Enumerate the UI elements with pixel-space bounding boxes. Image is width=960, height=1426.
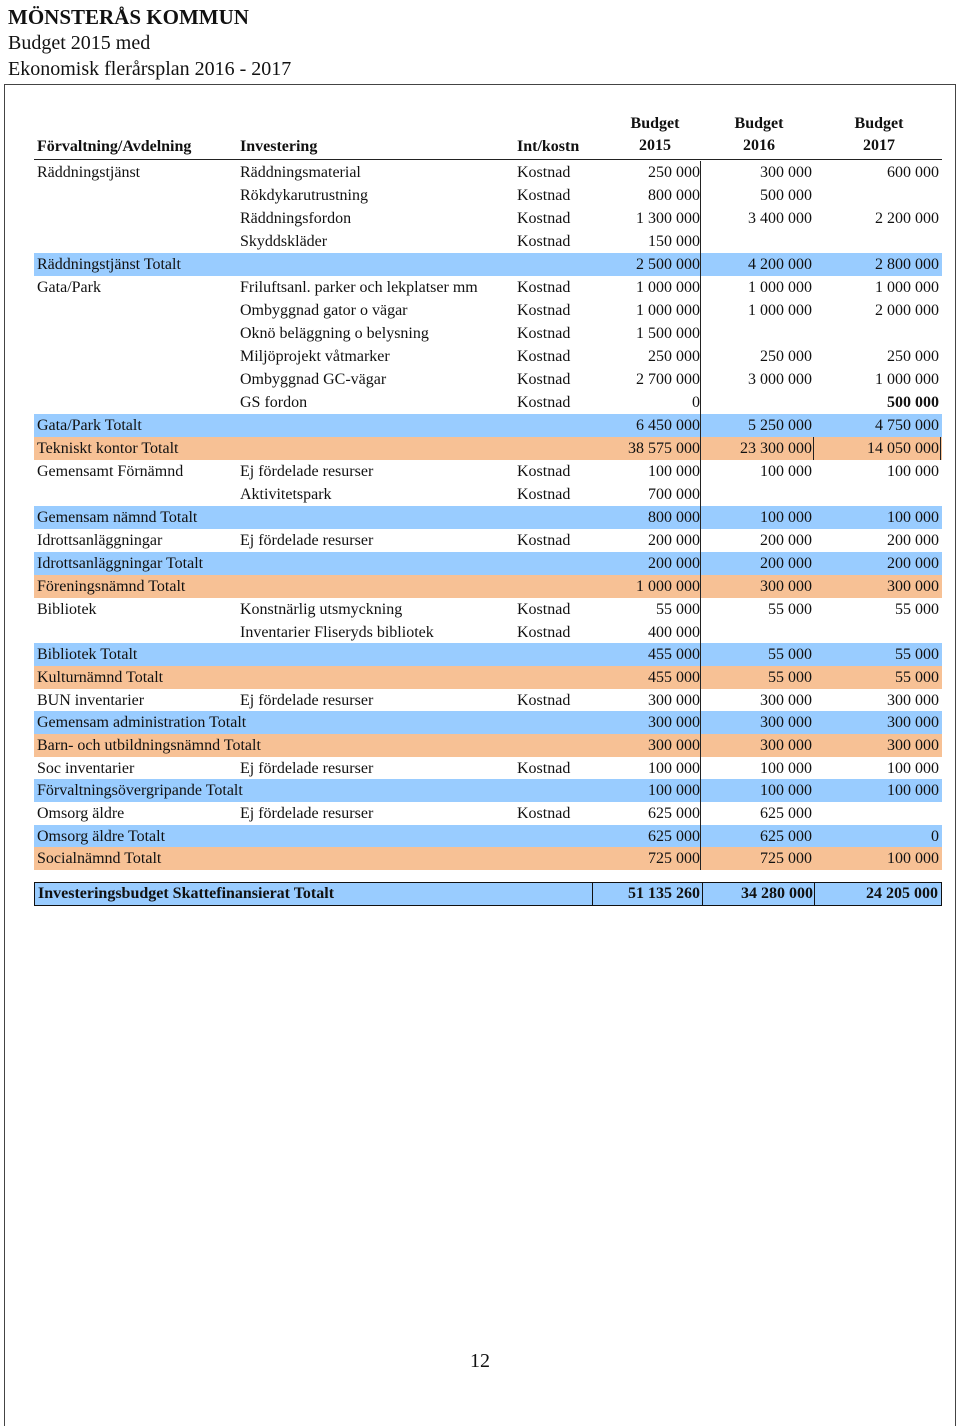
cell-intkostn: Kostnad bbox=[517, 325, 571, 342]
cell-budget-2015: 300 000 bbox=[648, 737, 700, 754]
cell-forvaltning: Gemensam administration Totalt bbox=[37, 714, 247, 731]
cell-forvaltning: Idrottsanläggningar bbox=[37, 532, 163, 549]
header-underline bbox=[34, 159, 942, 160]
cell-investering: Ej fördelade resurser bbox=[240, 532, 374, 549]
cell-budget-2016: 1 000 000 bbox=[748, 302, 812, 319]
cell-budget-2017: 100 000 bbox=[887, 782, 939, 799]
cell-budget-2015: 200 000 bbox=[648, 555, 700, 572]
cell-budget-2016: 300 000 bbox=[760, 164, 812, 181]
cell-budget-2017: 300 000 bbox=[887, 692, 939, 709]
cell-budget-2016: 200 000 bbox=[760, 532, 812, 549]
cell-budget-2015: 700 000 bbox=[648, 486, 700, 503]
col-header-forvaltning: Förvaltning/Avdelning bbox=[37, 138, 192, 155]
col-header-budget-2017-year: 2017 bbox=[863, 137, 895, 154]
cell-budget-2017: 200 000 bbox=[887, 532, 939, 549]
col-header-budget-2016 bbox=[712, 113, 806, 157]
table-row bbox=[34, 689, 942, 712]
cell-budget-2015: 300 000 bbox=[648, 692, 700, 709]
cell-budget-2015: 38 575 000 bbox=[628, 440, 700, 457]
cell-budget-2016: 625 000 bbox=[760, 805, 812, 822]
cell-forvaltning: Förvaltningsövergripande Totalt bbox=[37, 782, 243, 799]
grand-total-label: Investeringsbudget Skattefinansierat Totalt bbox=[38, 885, 335, 902]
table-row bbox=[34, 802, 942, 825]
cell-investering: Friluftsanl. parker och lekplatser mm bbox=[240, 279, 478, 296]
frame-top-border bbox=[4, 84, 956, 85]
col-header-budget-2016-label: Budget bbox=[734, 115, 784, 132]
cell-intkostn: Kostnad bbox=[517, 624, 571, 641]
column-divider bbox=[700, 161, 701, 870]
frame-left-border bbox=[4, 84, 5, 1426]
cell-budget-2017: 100 000 bbox=[887, 509, 939, 526]
cell-investering: Konstnärlig utsmyckning bbox=[240, 601, 403, 618]
col-header-budget-2016-year: 2016 bbox=[743, 137, 775, 154]
table-row bbox=[34, 230, 942, 253]
cell-budget-2017: 300 000 bbox=[887, 714, 939, 731]
col-header-intkostn: Int/kostn bbox=[517, 138, 580, 155]
col-header-budget-2017 bbox=[834, 113, 924, 157]
plan-title: Ekonomisk flerårsplan 2016 - 2017 bbox=[8, 58, 292, 80]
table-row bbox=[34, 598, 942, 621]
cell-budget-2015: 1 000 000 bbox=[636, 578, 700, 595]
cell-investering: Inventarier Fliseryds bibliotek bbox=[240, 624, 434, 641]
cell-budget-2017: 500 000 bbox=[887, 394, 939, 411]
table-row bbox=[34, 757, 942, 780]
cell-intkostn: Kostnad bbox=[517, 394, 571, 411]
cell-intkostn: Kostnad bbox=[517, 233, 571, 250]
cell-budget-2016: 300 000 bbox=[760, 737, 812, 754]
cell-budget-2015: 625 000 bbox=[648, 805, 700, 822]
cell-budget-2016: 1 000 000 bbox=[748, 279, 812, 296]
cell-investering: Ej fördelade resurser bbox=[240, 692, 374, 709]
subtotal-row bbox=[34, 643, 942, 666]
cell-budget-2015: 200 000 bbox=[648, 532, 700, 549]
cell-budget-2016: 55 000 bbox=[768, 646, 812, 663]
cell-forvaltning: Räddningstjänst bbox=[37, 164, 141, 181]
cell-budget-2015: 1 000 000 bbox=[636, 279, 700, 296]
column-divider bbox=[940, 437, 941, 460]
cell-budget-2016: 55 000 bbox=[768, 669, 812, 686]
col-header-budget-2017-label: Budget bbox=[854, 115, 904, 132]
cell-budget-2017: 100 000 bbox=[887, 463, 939, 480]
cell-budget-2016: 200 000 bbox=[760, 555, 812, 572]
cell-budget-2015: 250 000 bbox=[648, 348, 700, 365]
cell-budget-2017: 2 000 000 bbox=[875, 302, 939, 319]
cell-budget-2016: 300 000 bbox=[760, 578, 812, 595]
table-row bbox=[34, 529, 942, 552]
cell-investering: Aktivitetspark bbox=[240, 486, 332, 503]
cell-budget-2016: 100 000 bbox=[760, 782, 812, 799]
cell-budget-2015: 725 000 bbox=[648, 850, 700, 867]
cell-budget-2016: 100 000 bbox=[760, 760, 812, 777]
cell-forvaltning: Gata/Park bbox=[37, 279, 101, 296]
cell-intkostn: Kostnad bbox=[517, 760, 571, 777]
cell-budget-2016: 625 000 bbox=[760, 828, 812, 845]
table-row bbox=[34, 483, 942, 506]
cell-budget-2016: 3 400 000 bbox=[748, 210, 812, 227]
grand-total-2015: 51 135 260 bbox=[628, 885, 700, 902]
cell-budget-2016: 4 200 000 bbox=[748, 256, 812, 273]
cell-forvaltning: Soc inventarier bbox=[37, 760, 135, 777]
column-divider bbox=[813, 437, 814, 460]
table-row bbox=[34, 391, 942, 414]
cell-forvaltning: Tekniskt kontor Totalt bbox=[37, 440, 179, 457]
subtotal-row bbox=[34, 414, 942, 437]
cell-investering: Ej fördelade resurser bbox=[240, 805, 374, 822]
cell-investering: Ombyggnad GC-vägar bbox=[240, 371, 387, 388]
cell-forvaltning: Omsorg äldre Totalt bbox=[37, 828, 166, 845]
grand-total-2017: 24 205 000 bbox=[866, 885, 938, 902]
cell-budget-2015: 800 000 bbox=[648, 187, 700, 204]
cell-intkostn: Kostnad bbox=[517, 371, 571, 388]
cell-budget-2015: 100 000 bbox=[648, 463, 700, 480]
cell-budget-2017: 14 050 000 bbox=[867, 440, 939, 457]
cell-budget-2017: 300 000 bbox=[887, 737, 939, 754]
cell-budget-2016: 725 000 bbox=[760, 850, 812, 867]
cell-budget-2016: 23 300 000 bbox=[740, 440, 812, 457]
cell-budget-2015: 0 bbox=[692, 394, 700, 411]
cell-budget-2017: 55 000 bbox=[895, 601, 939, 618]
column-divider bbox=[592, 883, 593, 905]
cell-forvaltning: Räddningstjänst Totalt bbox=[37, 256, 181, 273]
cell-budget-2015: 1 300 000 bbox=[636, 210, 700, 227]
col-header-investering: Investering bbox=[240, 138, 318, 155]
cell-budget-2015: 1 000 000 bbox=[636, 302, 700, 319]
cell-budget-2015: 300 000 bbox=[648, 714, 700, 731]
grand-total-row bbox=[34, 882, 942, 906]
cell-forvaltning: Föreningsnämnd Totalt bbox=[37, 578, 186, 595]
cell-forvaltning: Bibliotek bbox=[37, 601, 97, 618]
cell-budget-2017: 100 000 bbox=[887, 850, 939, 867]
cell-budget-2017: 4 750 000 bbox=[875, 417, 939, 434]
table-row bbox=[34, 207, 942, 230]
grand-total-2016: 34 280 000 bbox=[741, 885, 813, 902]
cell-forvaltning: Gata/Park Totalt bbox=[37, 417, 142, 434]
frame-right-border bbox=[955, 84, 956, 1426]
cell-budget-2016: 55 000 bbox=[768, 601, 812, 618]
cell-budget-2017: 600 000 bbox=[887, 164, 939, 181]
cell-budget-2015: 400 000 bbox=[648, 624, 700, 641]
subtotal-row bbox=[34, 825, 942, 848]
cell-forvaltning: Kulturnämnd Totalt bbox=[37, 669, 164, 686]
cell-intkostn: Kostnad bbox=[517, 486, 571, 503]
table-row bbox=[34, 621, 942, 644]
cell-budget-2016: 3 000 000 bbox=[748, 371, 812, 388]
cell-budget-2017: 55 000 bbox=[895, 646, 939, 663]
cell-investering: Ombyggnad gator o vägar bbox=[240, 302, 408, 319]
cell-forvaltning: Omsorg äldre bbox=[37, 805, 125, 822]
subtotal-row bbox=[34, 711, 942, 734]
municipality-name: MÖNSTERÅS KOMMUN bbox=[8, 5, 249, 29]
cell-budget-2016: 5 250 000 bbox=[748, 417, 812, 434]
cell-budget-2015: 455 000 bbox=[648, 669, 700, 686]
cell-budget-2015: 625 000 bbox=[648, 828, 700, 845]
cell-investering: Ej fördelade resurser bbox=[240, 760, 374, 777]
total-row bbox=[34, 437, 942, 460]
cell-investering: GS fordon bbox=[240, 394, 308, 411]
table-row bbox=[34, 276, 942, 299]
cell-investering: Oknö beläggning o belysning bbox=[240, 325, 429, 342]
cell-budget-2016: 500 000 bbox=[760, 187, 812, 204]
col-header-budget-2015-year: 2015 bbox=[639, 137, 671, 154]
cell-intkostn: Kostnad bbox=[517, 348, 571, 365]
cell-intkostn: Kostnad bbox=[517, 805, 571, 822]
cell-budget-2015: 100 000 bbox=[648, 782, 700, 799]
cell-budget-2017: 300 000 bbox=[887, 578, 939, 595]
cell-budget-2015: 1 500 000 bbox=[636, 325, 700, 342]
cell-forvaltning: Barn- och utbildningsnämnd Totalt bbox=[37, 737, 261, 754]
cell-budget-2015: 55 000 bbox=[656, 601, 700, 618]
column-divider bbox=[702, 883, 703, 905]
cell-intkostn: Kostnad bbox=[517, 164, 571, 181]
cell-budget-2017: 2 800 000 bbox=[875, 256, 939, 273]
cell-budget-2016: 100 000 bbox=[760, 463, 812, 480]
table-row bbox=[34, 345, 942, 368]
table-row bbox=[34, 368, 942, 391]
cell-investering: Räddningsfordon bbox=[240, 210, 352, 227]
cell-budget-2017: 100 000 bbox=[887, 760, 939, 777]
cell-budget-2017: 2 200 000 bbox=[875, 210, 939, 227]
total-row bbox=[34, 847, 942, 870]
subtotal-row bbox=[34, 506, 942, 529]
cell-forvaltning: BUN inventarier bbox=[37, 692, 145, 709]
cell-intkostn: Kostnad bbox=[517, 279, 571, 296]
table-row bbox=[34, 299, 942, 322]
cell-forvaltning: Idrottsanläggningar Totalt bbox=[37, 555, 204, 572]
cell-investering: Ej fördelade resurser bbox=[240, 463, 374, 480]
cell-investering: Miljöprojekt våtmarker bbox=[240, 348, 390, 365]
cell-investering: Rökdykarutrustning bbox=[240, 187, 368, 204]
cell-budget-2015: 250 000 bbox=[648, 164, 700, 181]
cell-intkostn: Kostnad bbox=[517, 692, 571, 709]
document-header bbox=[8, 4, 291, 82]
column-divider bbox=[814, 883, 815, 905]
table-row bbox=[34, 460, 942, 483]
table-row bbox=[34, 161, 942, 184]
cell-budget-2016: 300 000 bbox=[760, 714, 812, 731]
cell-intkostn: Kostnad bbox=[517, 302, 571, 319]
col-header-budget-2015 bbox=[610, 113, 700, 157]
page-number: 12 bbox=[470, 1350, 490, 1372]
cell-budget-2015: 2 500 000 bbox=[636, 256, 700, 273]
cell-budget-2017: 55 000 bbox=[895, 669, 939, 686]
cell-investering: Räddningsmaterial bbox=[240, 164, 361, 181]
table-row bbox=[34, 184, 942, 207]
cell-intkostn: Kostnad bbox=[517, 601, 571, 618]
cell-intkostn: Kostnad bbox=[517, 463, 571, 480]
subtotal-row bbox=[34, 552, 942, 575]
cell-forvaltning: Gemensam nämnd Totalt bbox=[37, 509, 198, 526]
subtotal-row bbox=[34, 253, 942, 276]
total-row bbox=[34, 666, 942, 689]
cell-forvaltning: Gemensamt Förnämnd bbox=[37, 463, 184, 480]
cell-budget-2015: 455 000 bbox=[648, 646, 700, 663]
cell-intkostn: Kostnad bbox=[517, 187, 571, 204]
cell-budget-2017: 1 000 000 bbox=[875, 279, 939, 296]
cell-budget-2015: 150 000 bbox=[648, 233, 700, 250]
cell-budget-2015: 2 700 000 bbox=[636, 371, 700, 388]
cell-budget-2016: 300 000 bbox=[760, 692, 812, 709]
cell-budget-2017: 0 bbox=[931, 828, 939, 845]
cell-budget-2015: 6 450 000 bbox=[636, 417, 700, 434]
subtotal-row bbox=[34, 779, 942, 802]
cell-budget-2017: 1 000 000 bbox=[875, 371, 939, 388]
col-header-budget-2015-label: Budget bbox=[630, 115, 680, 132]
total-row bbox=[34, 734, 942, 757]
cell-intkostn: Kostnad bbox=[517, 210, 571, 227]
cell-forvaltning: Socialnämnd Totalt bbox=[37, 850, 162, 867]
cell-intkostn: Kostnad bbox=[517, 532, 571, 549]
cell-investering: Skyddskläder bbox=[240, 233, 328, 250]
table-row bbox=[34, 322, 942, 345]
total-row bbox=[34, 575, 942, 598]
cell-forvaltning: Bibliotek Totalt bbox=[37, 646, 138, 663]
cell-budget-2015: 800 000 bbox=[648, 509, 700, 526]
budget-title: Budget 2015 med bbox=[8, 32, 151, 54]
cell-budget-2015: 100 000 bbox=[648, 760, 700, 777]
cell-budget-2016: 100 000 bbox=[760, 509, 812, 526]
cell-budget-2017: 200 000 bbox=[887, 555, 939, 572]
cell-budget-2016: 250 000 bbox=[760, 348, 812, 365]
cell-budget-2017: 250 000 bbox=[887, 348, 939, 365]
